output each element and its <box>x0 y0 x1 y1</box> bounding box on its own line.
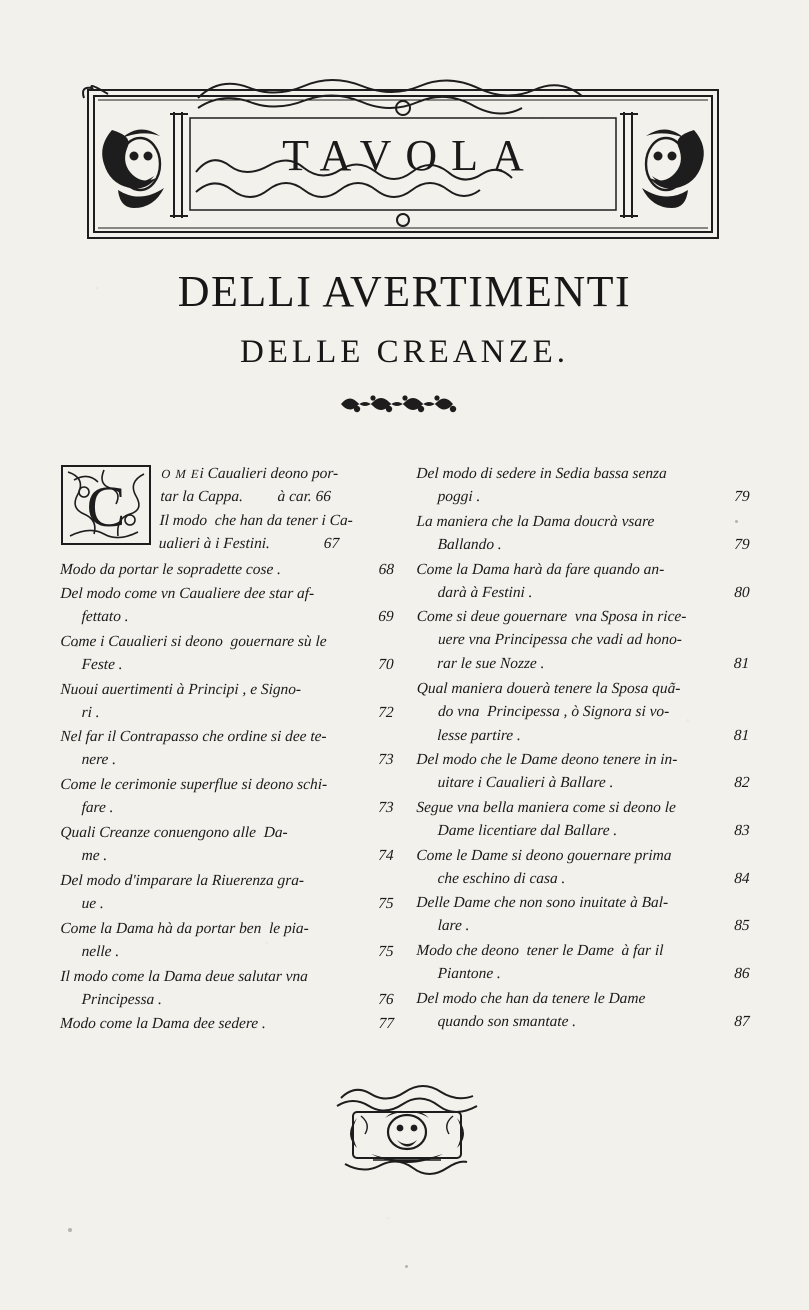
entry-line: Modo come la Dama dee sedere . <box>59 1015 267 1033</box>
entry-line: Modo che deono tener le Dame à far il <box>416 942 664 960</box>
index-entry[interactable] <box>59 630 395 677</box>
entry-page-number: 75 <box>377 895 394 913</box>
entry-line: me . <box>81 847 108 865</box>
entry-line: che eschino di casa . <box>437 869 566 887</box>
index-column-right <box>416 462 750 1037</box>
index-entry[interactable] <box>59 678 395 725</box>
tailpiece-ornament <box>331 1084 483 1176</box>
entry-page-number: 81 <box>733 726 750 744</box>
paper-speck <box>75 644 78 647</box>
index-entry[interactable] <box>59 725 395 772</box>
index-entry[interactable] <box>415 939 751 986</box>
index-entry[interactable] <box>60 1012 395 1035</box>
entry-line: Del modo che han da tenere le Dame <box>416 989 646 1007</box>
entry-line: Segue vna bella maniera come si deono le <box>416 798 677 816</box>
entry-line: Nel far il Contrapasso che ordine si dee te- <box>60 728 327 746</box>
entry-page-number: 69 <box>377 608 394 626</box>
entry-line: Delle Dame che non sono inuitate à Bal- <box>416 894 669 912</box>
entry-page-number: 70 <box>377 656 394 674</box>
paper-speck <box>735 520 738 523</box>
index-entry[interactable] <box>59 582 395 629</box>
entry-line: Come le Dame si deono gouernare prima <box>416 846 672 864</box>
entry-page-number: 68 <box>378 560 395 578</box>
decorated-initial-icon <box>60 464 152 546</box>
banner-word: TAVOLA <box>282 131 538 180</box>
entry-page-number: 86 <box>733 965 750 983</box>
entry-line: ue . <box>81 895 105 913</box>
entry-line: Il modo che han da tener i Ca- <box>159 511 354 529</box>
entry-line: Qual maniera douerà tenere la Sposa quã- <box>416 679 681 697</box>
entry-page-number: 79 <box>733 536 750 554</box>
index-entry[interactable] <box>415 987 751 1034</box>
entry-line: Come la Dama hà da portar ben le pia- <box>60 919 310 937</box>
headpiece-ornament <box>78 78 728 250</box>
entry-page-number: 85 <box>733 917 750 935</box>
entry-line: La maniera che la Dama doucrà vsare <box>416 512 655 530</box>
entry-line: uitare i Caualieri à Ballare . <box>437 774 614 792</box>
entry-line: fettato . <box>81 608 129 626</box>
entry-line: ri . <box>81 704 100 722</box>
entry-line: Feste . <box>81 656 123 674</box>
index-first-entry <box>60 462 394 556</box>
entry-line: Del modo d'imparare la Riuerenza gra- <box>60 871 305 889</box>
index-entry[interactable] <box>415 891 751 938</box>
index-entry[interactable] <box>59 965 395 1012</box>
paper-speck <box>405 1265 408 1268</box>
entry-line: i Caualieri deono por- <box>199 465 339 482</box>
entry-page-number: 75 <box>377 943 394 961</box>
index-first-entry-text <box>158 462 395 556</box>
index-entry[interactable] <box>415 605 751 675</box>
entry-line: nere . <box>81 751 117 769</box>
index-entry[interactable] <box>59 869 395 916</box>
entry-line: lare . <box>437 917 470 935</box>
entry-line: Ballando . <box>437 536 503 554</box>
entry-line: Nuoui auertimenti à Principi , e Signo- <box>60 680 302 698</box>
entry-page-number: 73 <box>377 751 394 769</box>
entry-line: Del modo come vn Caualiere dee star af- <box>60 585 315 603</box>
entry-page-number: 74 <box>377 847 394 865</box>
index-entry[interactable] <box>59 821 395 868</box>
floral-divider <box>0 392 809 416</box>
entry-line: quando son smantate . <box>437 1013 577 1031</box>
entry-page-number: 77 <box>378 1015 395 1033</box>
entry-line: Dame licentiare dal Ballare . <box>437 822 618 840</box>
page-subtitle: DELLE CREANZE. <box>239 334 570 370</box>
entry-page-number: 79 <box>733 488 750 506</box>
index-entry[interactable] <box>59 917 395 964</box>
index-entry[interactable] <box>60 558 395 581</box>
index-entry[interactable] <box>415 462 751 509</box>
entry-page-number: 87 <box>733 1013 750 1031</box>
entry-line: fare . <box>81 799 114 817</box>
index-entry[interactable] <box>415 510 751 557</box>
index-entry[interactable] <box>415 844 751 891</box>
entry-line: darà à Festini . <box>437 584 533 602</box>
entry-line: nelle . <box>81 943 120 961</box>
paper-speck <box>68 1228 72 1232</box>
entry-line: uere vna Principessa che vadi ad hono- <box>437 631 683 649</box>
entry-page-number: 76 <box>377 990 394 1008</box>
index-column-left <box>60 462 394 1037</box>
entry-page-number: 72 <box>377 704 394 722</box>
entry-line: poggi . <box>437 488 481 506</box>
entry-line: Modo da portar le sopradette cose . <box>59 560 282 578</box>
entry-smallcaps: O M E <box>160 467 200 481</box>
entry-line: Come la Dama harà da fare quando an- <box>416 560 665 578</box>
page-title: DELLI AVERTIMENTI <box>177 267 632 316</box>
entry-page-number: 81 <box>733 655 750 673</box>
entry-line: do vna Principessa , ò Signora si vo- <box>437 703 670 721</box>
entry-line: Del modo di sedere in Sedia bassa senza <box>416 465 668 482</box>
entry-line: ualieri à i Festini. 67 <box>158 535 340 553</box>
index-entry[interactable] <box>415 558 751 605</box>
entry-page-number: 83 <box>733 822 750 840</box>
entry-line: tar la Cappa. à car. 66 <box>160 488 332 506</box>
index-entry[interactable] <box>415 677 751 747</box>
entry-page-number: 73 <box>377 799 394 817</box>
entry-line: Come i Caualieri si deono gouernare sù le <box>60 632 327 650</box>
entry-line: Del modo che le Dame deono tenere in in- <box>416 750 678 768</box>
entry-page-number: 82 <box>733 774 750 792</box>
index-entry[interactable] <box>59 773 395 820</box>
entry-line: Il modo come la Dama deue salutar vna <box>60 967 309 985</box>
entry-page-number: 84 <box>733 869 750 887</box>
entry-line: rar le sue Nozze . <box>436 655 545 673</box>
entry-line: Piantone . <box>437 965 502 983</box>
index-entry[interactable] <box>415 748 751 795</box>
entry-line: Principessa . <box>81 990 163 1008</box>
entry-line: Come si deue gouernare vna Sposa in rice- <box>416 608 687 626</box>
dropcap-letter: C <box>86 474 126 539</box>
entry-page-number: 80 <box>733 584 750 602</box>
entry-line: lesse partire . <box>436 726 522 744</box>
entry-line: Come le cerimonie superflue si deono schi- <box>60 776 328 794</box>
index-entry[interactable] <box>415 796 751 843</box>
index-columns <box>60 462 750 1037</box>
entry-line: Quali Creanze conuengono alle Da- <box>60 824 288 842</box>
